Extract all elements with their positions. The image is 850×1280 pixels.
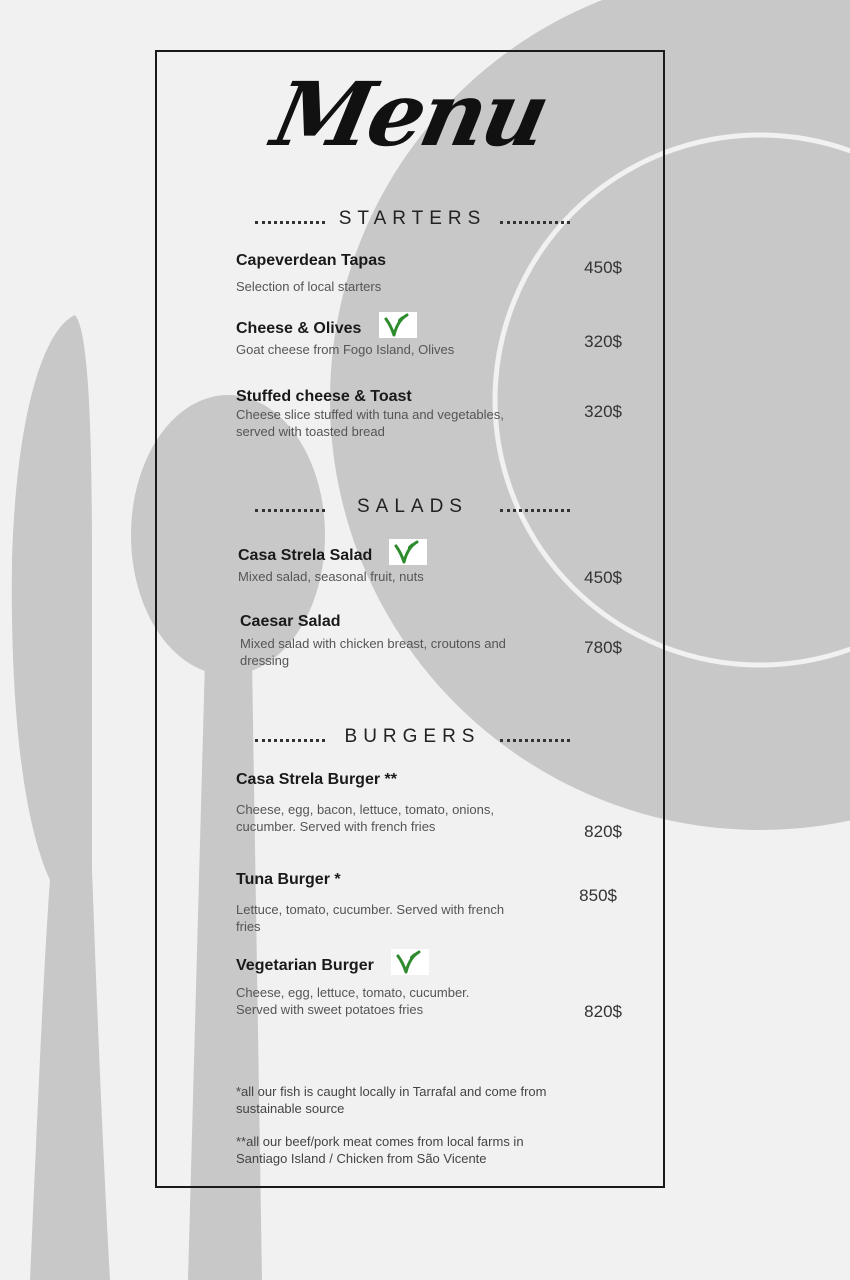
item-price: 320$	[584, 332, 622, 351]
footnote-fish: *all our fish is caught locally in Tarrafal and come from sustainable source	[236, 1084, 547, 1116]
item-price: 780$	[584, 638, 622, 657]
item-price: 850$	[579, 886, 617, 905]
dotted-divider	[255, 221, 325, 224]
section-header-burgers	[255, 725, 570, 749]
footnote-meat: **all our beef/pork meat comes from local farms in Santiago Island / Chicken from São Vicente	[236, 1134, 524, 1166]
section-title: STARTERS	[338, 208, 487, 229]
item-name: Vegetarian Burger	[236, 956, 374, 974]
section-header-starters	[255, 207, 570, 231]
dotted-divider	[500, 739, 570, 742]
item-price: 820$	[584, 822, 622, 841]
item-price: 320$	[584, 402, 622, 421]
section-title: BURGERS	[344, 726, 481, 747]
leaf-icon	[389, 539, 427, 565]
item-name: Capeverdean Tapas	[236, 252, 386, 269]
item-name: Casa Strela Burger **	[236, 771, 397, 788]
item-description: Selection of local starters	[236, 279, 382, 294]
item-name: Stuffed cheese & Toast	[236, 388, 412, 405]
dotted-divider	[255, 739, 325, 742]
dotted-divider	[500, 221, 570, 224]
item-name: Tuna Burger *	[236, 871, 341, 888]
item-name: Caesar Salad	[240, 613, 341, 630]
item-price: 450$	[584, 568, 622, 587]
item-description: Cheese slice stuffed with tuna and vegetables, served with toasted bread	[236, 407, 504, 439]
item-name: Casa Strela Salad	[238, 546, 373, 564]
item-description: Mixed salad, seasonal fruit, nuts	[238, 569, 424, 584]
dotted-divider	[255, 509, 325, 512]
menu-title: Menu	[264, 62, 556, 166]
item-description: Mixed salad with chicken breast, croutons and dressing	[240, 636, 506, 668]
item-description: Cheese, egg, bacon, lettuce, tomato, onions, cucumber. Served with french fries	[236, 802, 495, 834]
item-price: 450$	[584, 258, 622, 277]
item-description: Lettuce, tomato, cucumber. Served with french fries	[236, 902, 505, 934]
section-header-salads	[255, 495, 570, 519]
item-description: Cheese, egg, lettuce, tomato, cucumber. Served with sweet potatoes fries	[236, 985, 470, 1017]
item-price: 820$	[584, 1002, 622, 1021]
section-title: SALADS	[357, 496, 468, 517]
leaf-icon	[379, 312, 417, 338]
leaf-icon	[391, 949, 429, 975]
dotted-divider	[500, 509, 570, 512]
knife-silhouette	[12, 315, 110, 1280]
item-name: Cheese & Olives	[236, 319, 362, 337]
item-description: Goat cheese from Fogo Island, Olives	[236, 342, 455, 357]
